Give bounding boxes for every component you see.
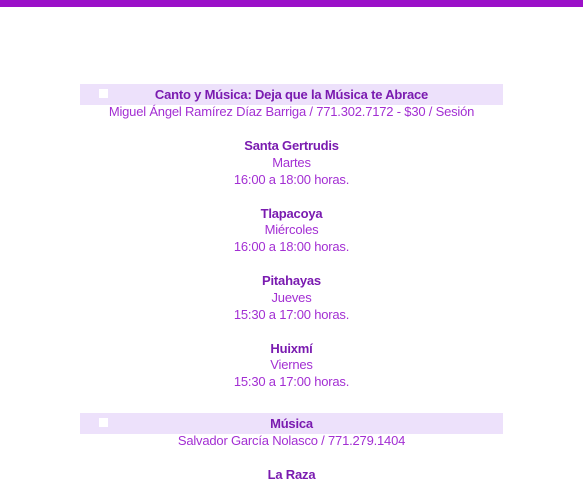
workshop-instructor: Miguel Ángel Ramírez Díaz Barriga / 771.302.7172 - $30 / Sesión: [108, 104, 475, 119]
session-time: 16:00 a 18:00 horas.: [233, 239, 350, 254]
session-place: Huixmí: [270, 341, 313, 356]
session-day: Viernes: [270, 357, 313, 372]
session-time: 15:30 a 17:00 horas.: [233, 307, 350, 322]
workshop-banner: [80, 413, 503, 434]
session-time: 15:30 a 17:00 horas.: [233, 374, 350, 389]
session-place: Tlapacoya: [260, 206, 323, 221]
session-place: Pitahayas: [262, 273, 321, 288]
workshop-title: Canto y Música: Deja que la Música te Abrace: [154, 87, 429, 102]
session-place: La Raza: [267, 467, 316, 482]
workshop-banner: [80, 84, 503, 105]
session-place: Santa Gertrudis: [244, 138, 339, 153]
top-accent-bar: [0, 0, 583, 7]
session-day: Jueves: [271, 290, 312, 305]
session-time: 16:00 a 18:00 horas.: [233, 172, 350, 187]
workshop-title: Música: [270, 416, 313, 431]
session-day: Martes: [272, 155, 311, 170]
session-day: Miércoles: [264, 222, 319, 237]
workshop-instructor: Salvador García Nolasco / 771.279.1404: [177, 433, 406, 448]
